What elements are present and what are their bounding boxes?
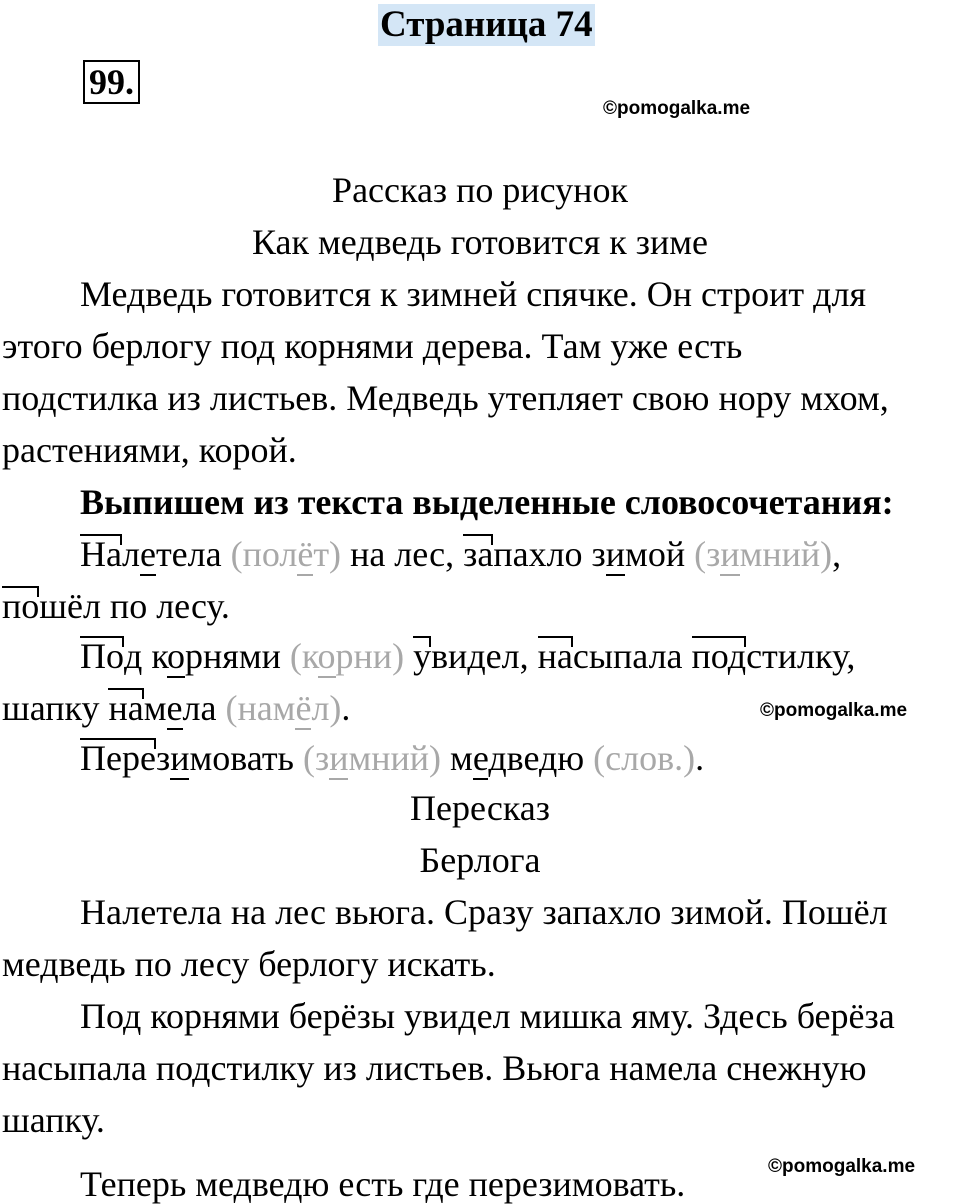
hint-word: (полёт) xyxy=(230,534,342,574)
prefix-mark: у xyxy=(413,636,432,676)
prefix-mark: по xyxy=(2,586,40,626)
checked-vowel: е xyxy=(472,738,489,778)
prefix-mark: за xyxy=(463,534,494,574)
watermark: ©pomogalka.me xyxy=(760,700,908,721)
story-line-4: растениями, корой. xyxy=(2,430,297,470)
prefix-mark: На xyxy=(80,534,122,574)
phrase-line-2: пошёл по лесу. xyxy=(2,586,230,626)
prefix-mark: Пере xyxy=(80,738,156,778)
page-title: Страница 74 xyxy=(380,4,593,45)
prefix-mark: на xyxy=(108,688,144,728)
retelling-line-6: Теперь медведю есть где перезимовать. xyxy=(80,1164,686,1204)
story-line-2: этого берлогу под корнями дерева. Там уже есть xyxy=(2,326,743,366)
prefix-mark: По xyxy=(80,636,124,676)
hint-word: (зимний) xyxy=(302,738,442,778)
prefix-mark: под xyxy=(691,636,747,676)
story-line-3: подстилка из листьев. Медведь утепляет свою нору мхом, xyxy=(2,378,889,418)
checked-vowel: е xyxy=(166,688,183,728)
retelling-line-4: насыпала подстилку из листьев. Вьюга намела снежную xyxy=(2,1048,867,1088)
watermark: ©pomogalka.me xyxy=(768,1156,916,1177)
checked-vowel: е xyxy=(139,534,156,574)
task-label: Выпишем из текста выделенные словосочетания: xyxy=(80,482,894,522)
story-subheading: Как медведь готовится к зиме xyxy=(252,222,708,262)
exercise-number: 99. xyxy=(83,60,140,104)
phrase-line-3: Под корнями (корни) увидел, насыпала подстилку, xyxy=(80,636,856,676)
retelling-line-2: медведь по лесу берлогу искать. xyxy=(2,944,496,984)
hint-word: (корни) xyxy=(289,636,405,676)
retelling-subheading: Берлога xyxy=(419,840,541,880)
phrase-line-5: Перезимовать (зимний) медведю (слов.). xyxy=(80,738,705,778)
prefix-mark: на xyxy=(537,636,573,676)
checked-vowel: и xyxy=(605,534,626,574)
phrase-line-1: Налетела (полёт) на лес, запахло зимой (зимний), xyxy=(80,534,842,574)
retelling-line-3: Под корнями берёзы увидел мишка яму. Здесь берёза xyxy=(80,996,895,1036)
retelling-line-1: Налетела на лес вьюга. Сразу запахло зимой. Пошёл xyxy=(80,892,888,932)
hint-word: (слов.) xyxy=(593,738,696,778)
hint-word: (намёл) xyxy=(225,688,342,728)
watermark: ©pomogalka.me xyxy=(603,98,751,119)
story-line-1: Медведь готовится к зимней спячке. Он строит для xyxy=(80,274,867,314)
retelling-line-5: шапку. xyxy=(2,1100,105,1140)
checked-vowel: о xyxy=(167,636,185,676)
hint-word: (зимний) xyxy=(694,534,833,574)
phrase-line-4: шапку намела (намёл). xyxy=(2,688,351,728)
story-heading: Рассказ по рисунок xyxy=(332,170,628,210)
checked-vowel: и xyxy=(170,738,190,778)
retelling-heading: Пересказ xyxy=(410,788,550,828)
